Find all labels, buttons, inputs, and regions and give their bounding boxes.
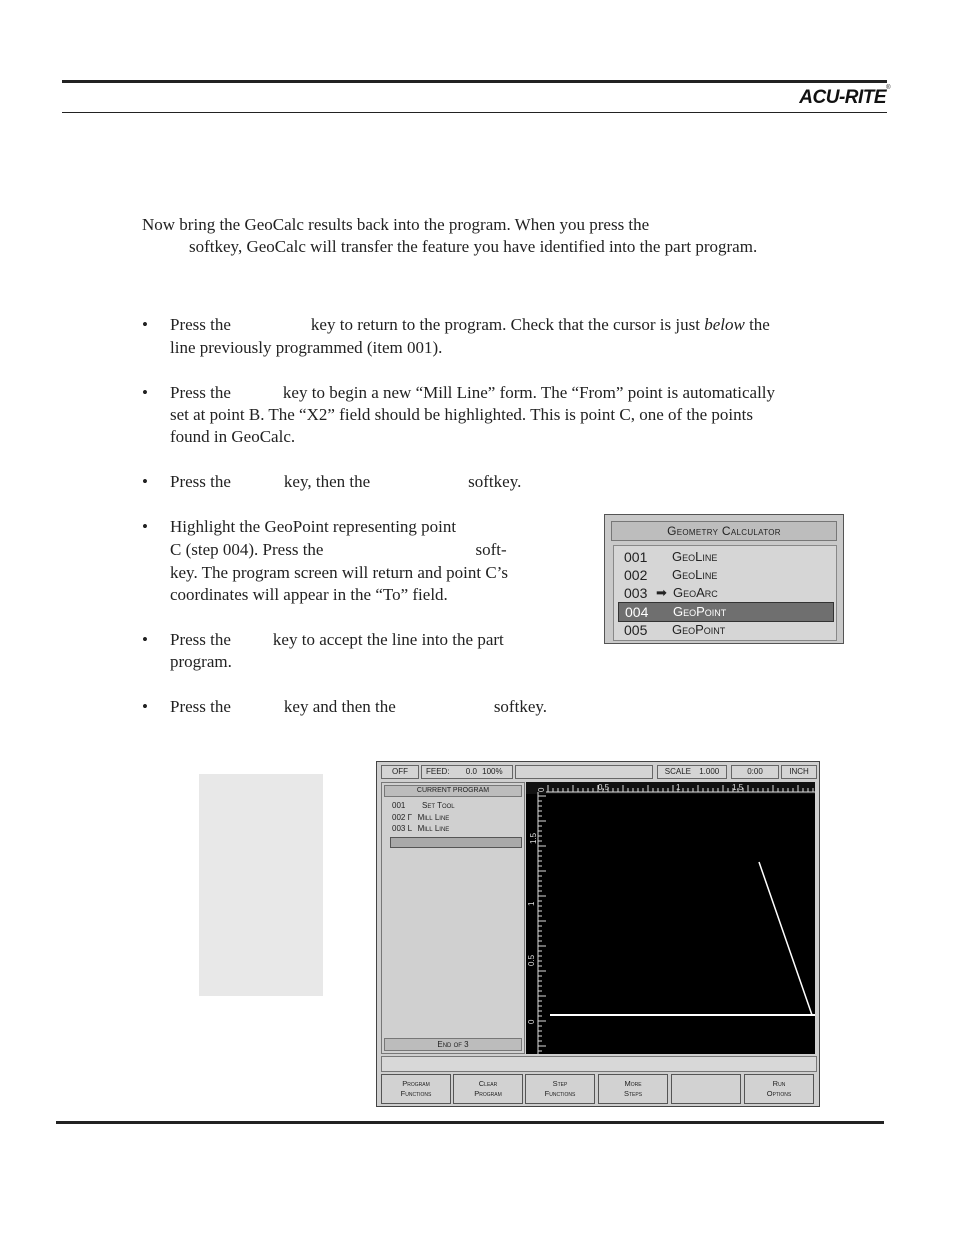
bullet-text: key to accept the line into the part <box>272 630 504 649</box>
bullet-continuation <box>170 539 507 561</box>
x-ruler-label: 0.5 <box>598 783 610 792</box>
bullet-continuation: key. The program screen will return and point C’s <box>170 563 509 582</box>
x-ruler-label: 1.5 <box>732 783 744 792</box>
bullet-dot: • <box>142 630 148 649</box>
toolpath-plot <box>526 782 815 1054</box>
bullet-dot: • <box>142 472 148 491</box>
softkey-label-line: Clear <box>478 1079 498 1088</box>
feed-value: 0.0 <box>465 767 477 776</box>
softkey-label-line: Functions <box>544 1089 576 1098</box>
brand-registered-mark: ® <box>886 85 890 91</box>
scale-value: 1.000 <box>699 767 720 776</box>
bullet-text: Press the <box>170 383 231 402</box>
y-ruler-ticks <box>538 796 546 1051</box>
bullet-emphasis: below <box>704 315 745 334</box>
toolpath-plot-svg <box>526 782 815 1054</box>
status-time: 0:00 <box>731 765 779 779</box>
y-ruler-label: 1.5 <box>529 832 538 844</box>
brand-logo <box>799 87 890 109</box>
bullet-text: key, then the <box>283 472 371 491</box>
bullet-text: Press the <box>170 697 231 716</box>
y-ruler-label: 0 <box>527 1019 536 1024</box>
geocalc-item-number: 005 <box>624 622 648 638</box>
sidebar-note-box <box>199 774 323 996</box>
status-message <box>515 765 653 779</box>
bullet-text: Press the <box>170 630 231 649</box>
bullet-text: softkey. <box>468 472 522 491</box>
bullet-dot: • <box>142 383 148 402</box>
header-rule-bottom <box>62 112 887 113</box>
geocalc-item-label: GeoPoint <box>673 604 727 619</box>
bullet-dot: • <box>142 315 148 334</box>
program-step-label: Mill Line <box>417 813 450 822</box>
softkey-more-steps[interactable] <box>598 1074 668 1104</box>
message-bar <box>381 1056 817 1072</box>
scale-label: SCALE <box>664 767 691 776</box>
softkey-label-line: More <box>624 1079 642 1088</box>
softkey-blank[interactable] <box>671 1074 741 1104</box>
bullet-text: soft- <box>475 540 507 559</box>
bullet-dot: • <box>142 697 148 716</box>
program-step-number: 002 <box>392 813 406 822</box>
program-cursor-row[interactable] <box>390 837 522 848</box>
softkey-clear-program[interactable] <box>453 1074 523 1104</box>
program-step-flag: L <box>407 824 413 833</box>
intro-line-2: softkey, GeoCalc will transfer the feature you have identified into the part program. <box>189 237 758 256</box>
bullet-text: key to begin a new “Mill Line” form. The “From” point is automatically <box>282 383 776 402</box>
toolpath-line-diagonal <box>759 862 812 1015</box>
program-step-number: 001 <box>392 801 406 810</box>
geocalc-item-number: 001 <box>624 549 648 565</box>
bullet-text: key and then the <box>283 697 396 716</box>
current-program-title: CURRENT PROGRAM <box>384 785 522 797</box>
softkey-label-line: Steps <box>623 1089 643 1098</box>
arrow-right-icon: ➡ <box>656 585 667 600</box>
softkey-program-functions[interactable] <box>381 1074 451 1104</box>
bullet-continuation: set at point B. The “X2” field should be highlighted. This is point C, one of the points <box>170 405 753 424</box>
program-end-marker: End of 3 <box>384 1038 522 1051</box>
geocalc-item-label: GeoPoint <box>672 622 726 637</box>
program-step-row[interactable] <box>392 801 455 811</box>
status-off: OFF <box>381 765 419 779</box>
program-step-label: Set Tool <box>422 801 455 810</box>
softkey-label-line: Options <box>766 1089 792 1098</box>
program-step-number: 003 <box>392 824 406 833</box>
bullet-continuation: coordinates will appear in the “To” field. <box>170 585 448 604</box>
bullet-continuation: program. <box>170 652 232 671</box>
program-step-label: Mill Line <box>417 824 450 833</box>
program-step-row[interactable] <box>392 813 449 823</box>
geocalc-item[interactable] <box>618 566 832 584</box>
program-step-row[interactable] <box>392 824 449 834</box>
footer-rule <box>56 1121 884 1124</box>
bullet-text: Press the <box>170 315 231 334</box>
bullet-text: Press the <box>170 472 231 491</box>
softkey-label-line: Step <box>552 1079 568 1088</box>
geocalc-item-selected[interactable] <box>618 602 834 622</box>
feed-percent: 100% <box>482 767 503 776</box>
geocalc-item-number: 002 <box>624 567 648 583</box>
current-program-panel <box>381 782 525 1054</box>
status-scale <box>657 765 727 779</box>
bullet-text: C (step 004). Press the <box>170 540 324 559</box>
bullet-continuation: line previously programmed (item 001). <box>170 338 443 357</box>
feed-label: FEED: <box>426 767 450 776</box>
softkey-label-line: Program <box>402 1079 430 1088</box>
geocalc-item-label: GeoArc <box>673 585 718 600</box>
y-ruler-label: 1 <box>527 901 536 906</box>
intro-line-1: Now bring the GeoCalc results back into the program. When you press the <box>142 215 650 234</box>
softkey-run-options[interactable] <box>744 1074 814 1104</box>
geocalc-item[interactable] <box>618 548 832 566</box>
program-screen-screenshot <box>376 761 820 1107</box>
x-ruler-label: 0 <box>537 787 546 792</box>
geometry-calculator-title: Geometry Calculator <box>611 521 837 541</box>
program-step-flag: Γ <box>407 813 412 822</box>
brand-name: ACU-RITE <box>799 87 887 108</box>
softkey-label-line: Run <box>772 1079 786 1088</box>
geometry-calculator-screenshot <box>604 514 844 644</box>
geocalc-item-number: 003 <box>624 585 648 601</box>
bullet-dot: • <box>142 517 148 536</box>
y-ruler-label: 0.5 <box>527 954 536 966</box>
softkey-label-line: Functions <box>400 1089 432 1098</box>
bullet-text: Highlight the GeoPoint representing point <box>170 517 457 536</box>
geocalc-item-number: 004 <box>625 604 649 620</box>
bullet-text: key to return to the program. Check that the cursor is just <box>310 315 700 334</box>
softkey-label-line: Program <box>474 1089 502 1098</box>
softkey-step-functions[interactable] <box>525 1074 595 1104</box>
bullet-text: the <box>749 315 770 334</box>
header-rule-top <box>62 80 887 83</box>
bullet-text: softkey. <box>493 697 548 716</box>
bullet-continuation: found in GeoCalc. <box>170 427 296 446</box>
geocalc-item-label: GeoLine <box>672 567 718 582</box>
x-ruler-label: 1 <box>676 783 681 792</box>
geocalc-item-label: GeoLine <box>672 549 718 564</box>
geocalc-item[interactable] <box>618 584 832 602</box>
geocalc-item[interactable] <box>618 621 832 639</box>
status-units: INCH <box>781 765 817 779</box>
status-feed <box>421 765 513 779</box>
geometry-calculator-list <box>613 545 837 641</box>
